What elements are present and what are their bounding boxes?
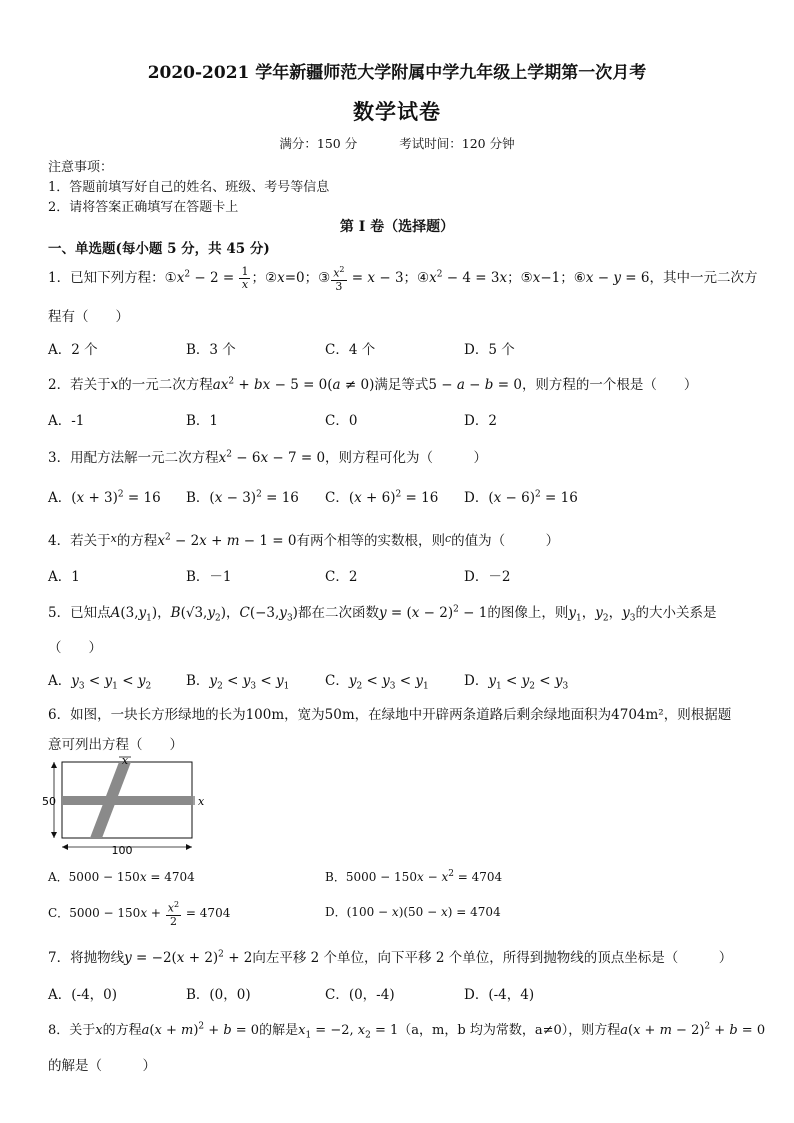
- question-8-line-2: 的解是（ ）: [48, 1058, 156, 1074]
- figure-label-top: x: [121, 755, 129, 767]
- part-heading: 第 I 卷（选择题）: [339, 219, 455, 235]
- garden-figure: [42, 755, 212, 855]
- question-5-line-2: （ ）: [48, 640, 102, 656]
- question-5: 5．已知点$A(3,y_1)$，$B(√3,y_2)$，$C(-3,y_3)$都在二次函数$y = (x - 2)^2 - 1$的图像上，则$y_1$，$y_2$，$y_3$的大小关系是: [48, 604, 717, 624]
- question-3: 3．用配方法解一元二次方程$x^2 - 6x - 7 = 0$，则方程可化为（ ）: [48, 449, 488, 466]
- q4-option-b: B．－1: [186, 569, 232, 585]
- q5-option-b: B．$y_2 < y_3 < y_1$: [186, 673, 290, 692]
- question-6: 6．如图，一块长方形绿地的长为100m，宽为50m，在绿地中开辟两条道路后剩余绿地面积为4704m²，则根据题: [48, 707, 732, 723]
- question-1: 1．已知下列方程：$①x^2 - 2$ = $\frac{1}{x}$ ；②x=0；③ $\frac{x^2}{3}$ = x − 3；$④x^2 - 4 = 3x$；⑤x−1；⑥x − y = 6，其中一元二次方: [48, 264, 758, 293]
- q5-option-d: D．$y_1 < y_2 < y_3$: [464, 673, 569, 692]
- q7-option-b: B．(0，0): [186, 987, 251, 1003]
- q1-option-a: A．2 个: [48, 342, 98, 358]
- q6-option-d: D．(100 − x)(50 − x) = 4704: [325, 905, 501, 919]
- note-item-1: 1．答题前填写好自己的姓名、班级、考号等信息: [48, 180, 330, 195]
- q2-option-c: C．0: [325, 413, 358, 429]
- exam-time: 考试时间：120 分钟: [399, 136, 515, 151]
- q1-option-d: D．5 个: [464, 342, 515, 358]
- q1-option-b: B．3 个: [186, 342, 236, 358]
- q7-option-a: A．(-4，0): [48, 987, 118, 1003]
- q2-option-a: A．-1: [48, 413, 85, 429]
- q5-option-c: C．$y_2 < y_3 < y_1$: [325, 673, 429, 692]
- notes-heading: 注意事项：: [48, 160, 114, 175]
- q4-option-d: D．－2: [464, 569, 511, 585]
- section-heading: 一、单选题(每小题 5 分，共 45 分): [48, 241, 270, 257]
- q6-option-c: C．5000 − 150x + $\frac{x^2}{2}$ = 4704: [48, 900, 231, 928]
- full-score: 满分：150 分: [279, 136, 358, 151]
- q2-option-d: D．2: [464, 413, 497, 429]
- exam-meta: [0, 134, 794, 152]
- q7-option-d: D．(-4，4): [464, 987, 535, 1003]
- note-item-2: 2．请将答案正确填写在答题卡上: [48, 200, 239, 215]
- q2-option-b: B．1: [186, 413, 219, 429]
- q3-option-c: C．$(x + 6)^2 = 16$: [325, 489, 439, 506]
- q3-option-a: A．$(x + 3)^2 = 16$: [48, 489, 161, 506]
- q5-option-a: A．$y_3 < y_1 < y_2$: [48, 673, 152, 692]
- exam-subtitle: 数学试卷: [353, 99, 441, 124]
- question-1-line-2: 程有（ ）: [48, 309, 129, 325]
- question-2: 2．若关于x的一元二次方程$ax^2$ + bx − 5 = 0(a ≠ 0)满足等式5 − a − b = 0，则方程的一个根是（ ）: [48, 376, 698, 393]
- question-7: 7．将抛物线$y = -2(x + 2)^2 + 2$向左平移 2 个单位，向下平移 2 个单位，所得到抛物线的顶点坐标是（ ）: [48, 949, 733, 966]
- q1-option-c: C．4 个: [325, 342, 376, 358]
- q4-option-c: C．2: [325, 569, 358, 585]
- q6-option-b: B．$5000 - 150x - x^2 = 4704$: [325, 869, 503, 884]
- figure-label-bottom: 100: [111, 844, 133, 855]
- q7-option-c: C．(0，-4): [325, 987, 395, 1003]
- q3-option-b: B．$(x - 3)^2 = 16$: [186, 489, 299, 506]
- exam-title: 2020-2021 学年新疆师范大学附属中学九年级上学期第一次月考: [147, 63, 647, 83]
- figure-label-left: 50: [42, 795, 56, 808]
- horizontal-road: [62, 796, 192, 805]
- question-4: 4．若关于$^x$的方程$x^2 - 2x + m - 1 = 0$有两个相等的实数根，则$^c$的值为（ ）: [48, 532, 560, 549]
- q4-option-a: A．1: [48, 569, 80, 585]
- question-6-line-2: 意可列出方程（ ）: [48, 737, 183, 753]
- question-8: 8．关于x的方程$a(x + m)^2 + b = 0$的解是$x_1 = -2$, $x_2 = 1(a$，m，b 均为常数，a≠0），则方程$a(x + m - 2)^2 + b = 0$: [48, 1021, 766, 1041]
- figure-label-right: x: [198, 795, 205, 808]
- q3-option-d: D．$(x - 6)^2 = 16$: [464, 489, 578, 506]
- q6-option-a: A．5000 − 150x = 4704: [48, 870, 195, 884]
